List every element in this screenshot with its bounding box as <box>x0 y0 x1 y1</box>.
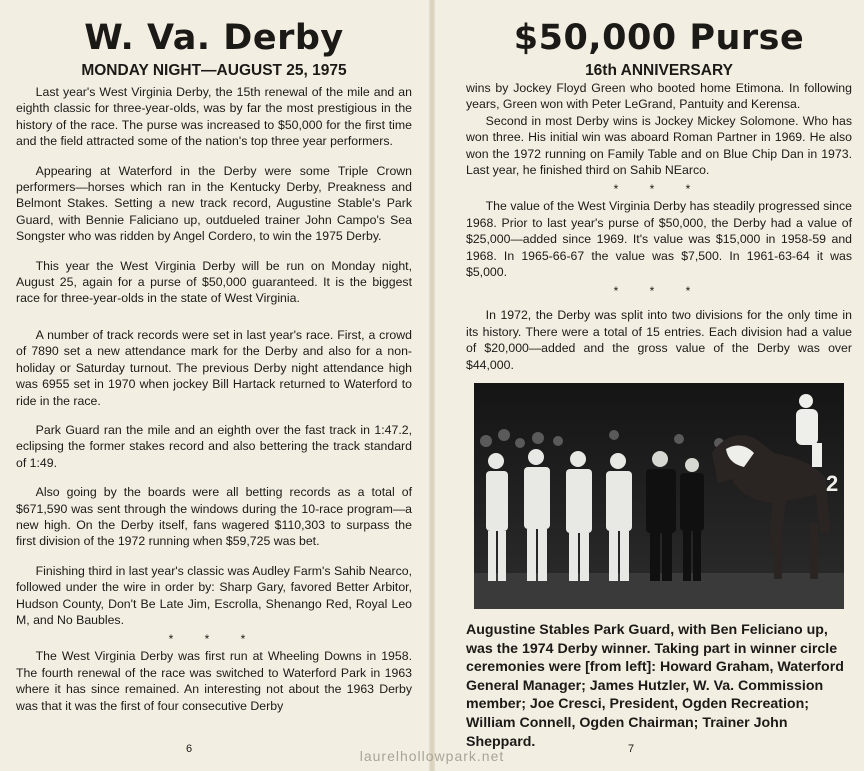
site-watermark: laurelhollowpark.net <box>359 748 505 764</box>
page-number-right: 7 <box>628 743 635 755</box>
article-paragraph: The West Virginia Derby was first run at Wheeling Downs in 1958. The fourth renewal of the race was switched to Waterford Park in 1963 where it has since remained. An interesting not about the 1963 Derby was that it was the first of four consecutive Derby <box>16 649 412 713</box>
article-paragraph: Also going by the boards were all betting records as a total of $671,590 was sent through the windows during the 10-race program—a new high. On the Derby itself, fans wagered $110,303 to surpass the first division of the 1972 running when $59,725 was bet. <box>16 485 412 549</box>
article-paragraph: In 1972, the Derby was split into two divisions for the only time in its history. There were a total of 15 entries. Each division had a value of $20,000—added and the gross value of the Derby was over $44,000. <box>466 308 852 372</box>
right-page <box>432 0 864 771</box>
right-page-subtitle: 16th ANNIVERSARY <box>585 62 733 79</box>
section-divider-stars: * * * <box>613 284 705 299</box>
article-paragraph: Last year's West Virginia Derby, the 15th renewal of the mile and an eighth classic for three-year-olds, was by far the most prestigious in the history of the race. The purse was increased to $50,000 for the first time and the field attracted some of the nation's top three year performers. <box>16 85 412 149</box>
section-divider-stars: * * * <box>168 632 260 647</box>
winner-circle-photo <box>474 383 844 609</box>
left-page-title: W. Va. Derby <box>84 18 344 58</box>
article-paragraph: Finishing third in last year's classic was Audley Farm's Sahib Nearco, followed under the wire in order by: Sharp Gary, favored Better Arbitor, Hudson County, Don't Be Late Jim, Escrolla, Shenango Red, Royal Leo M, and No Baubles. <box>16 563 412 627</box>
right-page-title: $50,000 Purse <box>513 18 805 58</box>
page-number-left: 6 <box>186 743 193 755</box>
article-paragraph: The value of the West Virginia Derby has steadily progressed since 1968. Prior to last year's purse of $50,000, the Derby had a value of $25,000—added since 1969. It's value was $15,000 in 1958-59 and 1968. In 1965-66-67 the value was $7,500. In 1961-63-64 it was $5,000. <box>466 199 852 280</box>
article-paragraph: A number of track records were set in last year's race. First, a crowd of 7890 set a new attendance mark for the Derby and also for a non-holiday or Saturday turnout. The previous Derby night attendance high was 6955 set in 1970 when jockey Bill Hartack returned to Waterford to ride in the race. <box>16 327 412 408</box>
article-paragraph: Second in most Derby wins is Jockey Mickey Solomone. Who has won three. His initial win was aboard Roman Partner in 1969. He also won the 1972 running on Family Table and on Blue Chip Dan in 1973. Last year, he finished third on Sahib NEarco. <box>466 113 852 178</box>
article-paragraph: Appearing at Waterford in the Derby were some Triple Crown performers—horses which ran in the Kentucky Derby, Preakness and Belmont Stakes. Setting a new track record, Augustine Stable's Park Guard, with Bennie Faliciano up, outdueled trainer John Campo's Sea Songster who was ridden by Angel Cordero, to win the 1975 Derby. <box>16 163 412 244</box>
section-divider-stars: * * * <box>613 182 705 197</box>
left-page-subtitle: MONDAY NIGHT—AUGUST 25, 1975 <box>81 62 347 79</box>
winner-circle-photo-illustration <box>474 383 844 609</box>
article-paragraph: This year the West Virginia Derby will be run on Monday night, August 25, again for a purse of $50,000 guaranteed. It is the biggest race for three-year-olds in the state of West Virginia. <box>16 258 412 306</box>
article-paragraph: Park Guard ran the mile and an eighth over the fast track in 1:47.2, eclipsing the former stakes record and also bettering the track standard of 1:49. <box>16 422 412 470</box>
svg-text:2: 2 <box>826 471 839 497</box>
photo-caption: Augustine Stables Park Guard, with Ben Feliciano up, was the 1974 Derby winner. Taking part in winner circle ceremonies were [from left]: Howard Graham, Waterford General Manager; James Hutzler, W. Va. Commission member; Joe Cresci, President, Ogden Recreation; William Connell, Ogden Chairman; Trainer John Sheppard. <box>466 622 844 750</box>
article-paragraph: wins by Jockey Floyd Green who booted home Etimona. In following years, Green won with Peter LeGrand, Pantuity and Kerensa. <box>466 81 852 112</box>
